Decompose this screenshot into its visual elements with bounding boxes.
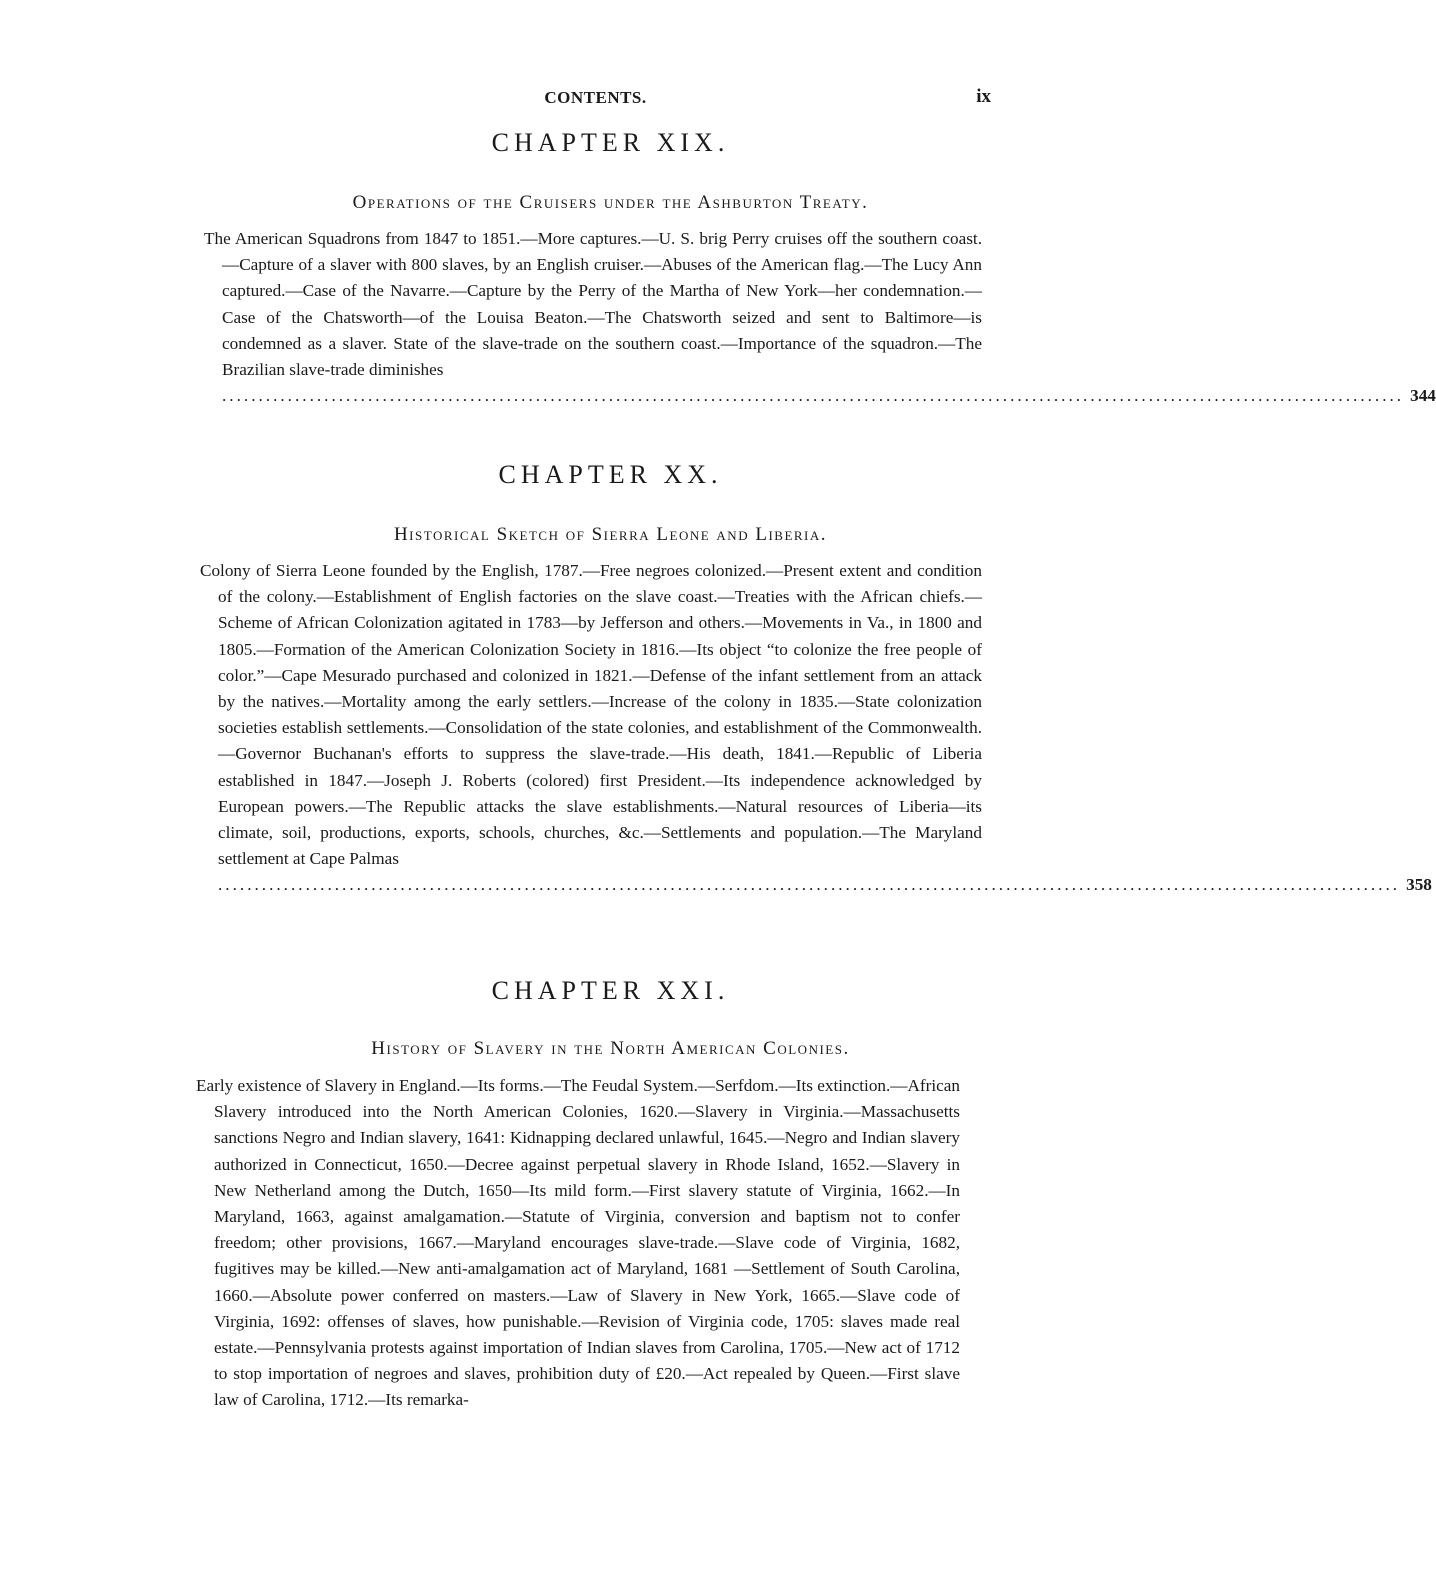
chapter-title: Operations of the Cruisers under the Ashburton Treaty. [352, 192, 869, 213]
page-ref-number: 344 [1410, 386, 1436, 406]
chapter-summary [200, 558, 1432, 899]
summary-text: Colony of Sierra Leone founded by the English, 1787.—Free negroes colonized.—Present extent and condition of the colony.—Establishment of English factories on the slave coast.—Treaties with the African chiefs.—Scheme of African Colonization agitated in 1783—by Jefferson and others.—Movements in Va., in 1800 and 1805.—Formation of the American Colonization Society in 1816.—Its object “to colonize the free people of color.”—Cape Mesurado purchased and colonized in 1821.—Defense of the infant settlement from an attack by the natives.—Mortality among the early settlers.—Increase of the colony in 1835.—State colonization societies establish settlements.—Consolidation of the state colonies, and establishment of the Commonwealth.—Governor Buchanan's efforts to suppress the slave-trade.—His death, 1841.—Republic of Liberia established in 1847.—Joseph J. Roberts (colored) first President.—Its independence acknowledged by European powers.—The Republic attacks the slave establishments.—Natural resources of Liberia—its climate, soil, productions, exports, schools, churches, &c.—Settlements and population.—The Maryland settlement at Cape Palmas [200, 561, 982, 869]
running-title: CONTENTS. [544, 88, 647, 107]
chapter-heading: CHAPTER XXI. [491, 976, 730, 1005]
chapter-summary [204, 226, 1436, 409]
chapter-heading: CHAPTER XX. [498, 460, 723, 489]
dot-leader: .................................................................................................................................................................. [218, 875, 1401, 895]
page-reference [200, 872, 1432, 898]
chapter-title: History of Slavery in the North American Colonies. [371, 1038, 850, 1059]
chapter-title: Historical Sketch of Sierra Leone and Liberia. [393, 524, 828, 545]
chapter-heading: CHAPTER XIX. [491, 128, 730, 157]
chapter-xix [0, 128, 1191, 214]
chapter-xxi [0, 976, 1191, 1060]
running-head [0, 84, 1191, 114]
page-number: ix [976, 86, 991, 107]
summary-text: Early existence of Slavery in England.—Its forms.—The Feudal System.—Serfdom.—Its extinction.—African Slavery introduced into the North American Colonies, 1620.—Slavery in Virginia.—Massachusetts sanctions Negro and Indian slavery, 1641: Kidnapping declared unlawful, 1645.—Negro and Indian slavery authorized in Connecticut, 1650.—Decree against perpetual slavery in Rhode Island, 1652.—Slavery in New Netherland among the Dutch, 1650—Its mild form.—First slavery statute of Virginia, 1662.—In Maryland, 1663, against amalgamation.—Statute of Virginia, conversion and baptism not to confer freedom; other provisions, 1667.—Maryland encourages slave-trade.—Slave code of Virginia, 1682, fugitives may be killed.—New anti-amalgamation act of Maryland, 1681 —Settlement of South Carolina, 1660.—Absolute power conferred on masters.—Law of Slavery in New York, 1665.—Slave code of Virginia, 1692: offenses of slaves, how punishable.—Revision of Virginia code, 1705: slaves made real estate.—Pennsylvania protests against importation of Indian slaves from Carolina, 1705.—New act of 1712 to stop importation of negroes and slaves, prohibition duty of £20.—Act repealed by Queen.—First slave law of Carolina, 1712.—Its remarka- [196, 1076, 960, 1410]
page-reference [204, 383, 1436, 409]
chapter-xx [0, 460, 1191, 546]
page-ref-number: 358 [1406, 875, 1432, 895]
dot-leader: .................................................................................................................................................................. [222, 386, 1405, 406]
chapter-summary [196, 1073, 960, 1414]
summary-text: The American Squadrons from 1847 to 1851.—More captures.—U. S. brig Perry cruises off the southern coast.—Capture of a slaver with 800 slaves, by an English cruiser.—Abuses of the American flag.—The Lucy Ann captured.—Case of the Navarre.—Capture by the Perry of the Martha of New York—her condemnation.—Case of the Chatsworth—of the Louisa Beaton.—The Chatsworth seized and sent to Baltimore—is condemned as a slaver. State of the slave-trade on the southern coast.—Importance of the squadron.—The Brazilian slave-trade diminishes [204, 229, 982, 380]
